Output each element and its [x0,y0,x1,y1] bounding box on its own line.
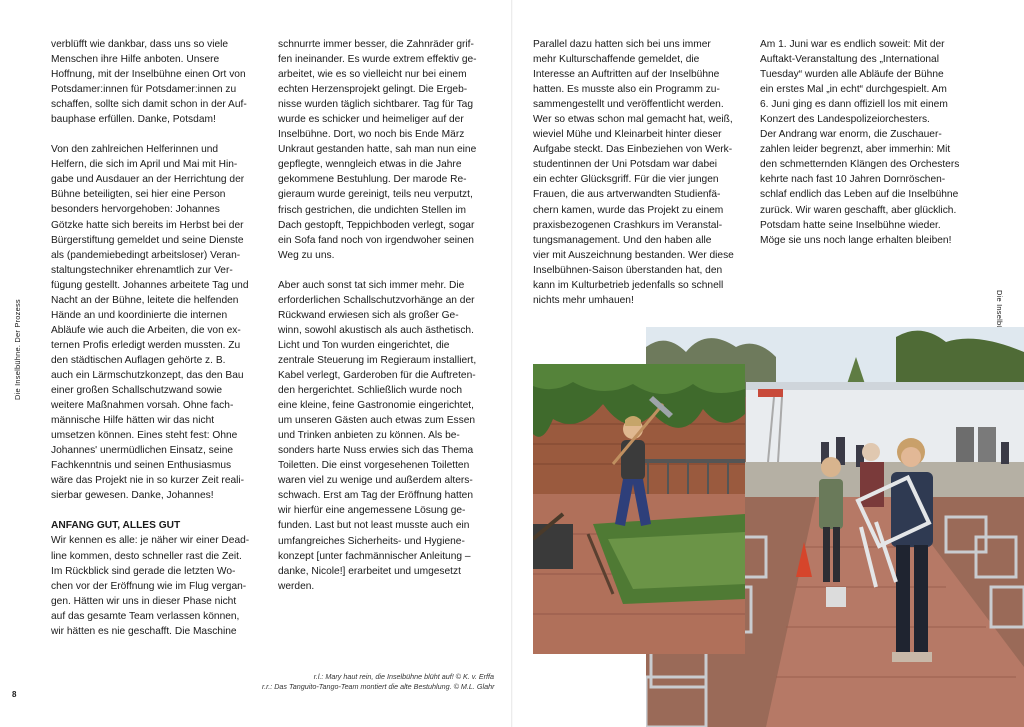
paragraph: Von den zahlreichen Helferinnen und Helfern, die sich im April und Mai mit Hin- gabe und Ausdauer an der Herrichtung der Bühne beteiligten, sei hier eine Person besonders hervorgehoben: Johannes Götzke hatte sich bereits im Herbst bei der Bürgerstiftung gemeldet und seine Dienste als (pandemiebedingt arbeitsloser) Veran- staltungstechniker ehrenamtlich zur Ver- fügung gestellt. Johannes arbeitete Tag und Nacht an der Bühne, leitete die helfenden Hände an und koordinierte die internen Abläufe wie auch die Arbeiten, die von ex- ternen Profis erledigt werden mussten. Zu den städtischen Auflagen gehörte z. B. auch ein Lärmschutzkonzept, das den Bau einer großen Schallschutzwand sowie weitere Maßnahmen vorsah. Ohne fach- männische Hilfe hätten wir das nicht umsetzen können. Eines steht fest: Ohne Johannes' unermüdlichen Einsatz, seine Fachkenntnis und seinen Enthusiasmus wäre das Projekt nie in so kurzer Zeit reali- sierbar gewesen. Danke, Johannes! [51,144,249,502]
page-number: 8 [12,690,17,699]
section-heading: ANFANG GUT, ALLES GUT [51,520,181,532]
text-column-2 [278,37,491,594]
paragraph: Aber auch sonst tat sich immer mehr. Die erforderlichen Schallschutzvorhänge an der Rückwand erwiesen sich als großer Ge- winn, sowohl akustisch als auch ästhetisch. Licht und Ton wurden eingerichtet, die zentrale Steuerung im Regieraum installiert, Kabel verlegt, Garderoben für die Auftreten- den hergerichtet. Schließlich wurde noch eine kleine, feine Gastronomie eingerichtet, um unseren Gästen auch etwas zum Essen und Trinken anbieten zu können. Als be- sonders harte Nuss erwies sich das Thema Toiletten. Die einst vorgesehenen Toiletten waren viel zu wenige und außerdem alters- schwach. Erst am Tag der Eröffnung hatten wir hierfür eine angemessene Lösung ge- funden. Last but not least musste auch ein umfangreiches Sicherheits- und Hygiene- konzept [unter fachmännischer Anleitung – danke, Nicole!] erarbeitet und umgesetzt werden. [278,279,477,592]
text-column-1 [51,37,261,639]
paragraph: schnurrte immer besser, die Zahnräder grif- fen ineinander. Es wurde extrem effektiv ge- arbeitet, wie es so vielleicht nur bei einem echten Herzensprojekt gelingt. Die Ergeb- nisse wurden täglich sichtbarer. Tag für Tag wurde es schicker und heimeliger auf der Inselbühne. Dort, wo noch bis Ende März Unkraut gestanden hatte, sah man nun eine gepflegte, wenngleich etwas in die Jahre gekommene Bestuhlung. Der marode Re- gieraum wurde gereinigt, teils neu verputzt, frisch gestrichen, die undichten Stellen im Dach gestopft, Teppichboden verlegt, sogar ein Sofa fand noch von irgendwoher seinen Weg zu uns. [278,39,477,261]
photo-garden-work [533,364,745,654]
paragraph: Am 1. Juni war es endlich soweit: Mit der Auftakt-Veranstaltung des „International Tuesday“ wurden alle Abläufe der Bühne ein erstes Mal „in echt“ durchgespielt. Am 6. Juni ging es dann offiziell los mit einem Konzert des Landespolizeiorchesters. Der Andrang war enorm, die Zuschauer- zahlen leider begrenzt, aber immerhin: Mit den schmetternden Klängen des Orchesters kehrte nach fast 10 Jahren Dornröschen- schlaf endlich das Leben auf die Inselbühne zurück. Wir waren geschafft, aber glücklich. Potsdam hatte seine Inselbühne wieder. Möge sie uns noch lange erhalten bleiben! [760,39,960,246]
caption-line: r.r.: Das Tanguito-Tango-Team montiert die alte Bestuhlung. © M.L. Glahr [262,681,495,691]
paragraph: Wir kennen es alle: je näher wir einer Dead- line kommen, desto schneller rast die Zeit. Im Rückblick sind gerade die letzten Wo- chen vor der Eröffnung wie im Flug vergan- gen. Hätten wir uns in dieser Phase nicht auf das gesamte Team verlassen können, wir hätten es nie geschafft. Die Maschine [51,535,250,637]
text-column-4 [760,37,974,248]
paragraph: verblüfft wie dankbar, dass uns so viele Menschen ihre Hilfe anboten. Unsere Hoffnung, mit der Inselbühne einen Ort von Potsdamer:innen für Potsdamer:innen zu schaffen, sollte sich damit schon in der Auf- bauphase erfüllen. Danke, Potsdam! [51,39,247,126]
photo-captions [262,672,494,691]
text-column-3 [533,37,745,308]
page-gutter [511,0,513,727]
running-section-label: Die Inselbühne. Der Prozess [13,299,22,400]
paragraph: Parallel dazu hatten sich bei uns immer mehr Kulturschaffende gemeldet, die Interesse an Auftritten auf der Inselbühne hatten. Es musste also ein Programm zu- sammengestellt und veröffentlicht werden. Wer so etwas schon mal gemacht hat, weiß, wieviel Mühe und Kleinarbeit hinter dieser Aufgabe steckt. Das Einbeziehen von Werk- studentinnen der Uni Potsdam war dabei ein echter Glücksgriff. Für die vier jungen Frauen, die aus artverwandten Studienfä- chern kamen, wurde das Projekt zu einem praxisbezogenen Crashkurs im Veranstal- tungsmanagement. Und den haben alle vier mit Auszeichnung bestanden. Wer diese Inselbühnen-Saison überstanden hat, den kann im Kulturbetrieb jedenfalls so schnell nichts mehr umhauen! [533,39,734,306]
caption-line: r.l.: Mary haut rein, die Inselbühne blüht auf! © K. v. Erffa [313,672,494,681]
